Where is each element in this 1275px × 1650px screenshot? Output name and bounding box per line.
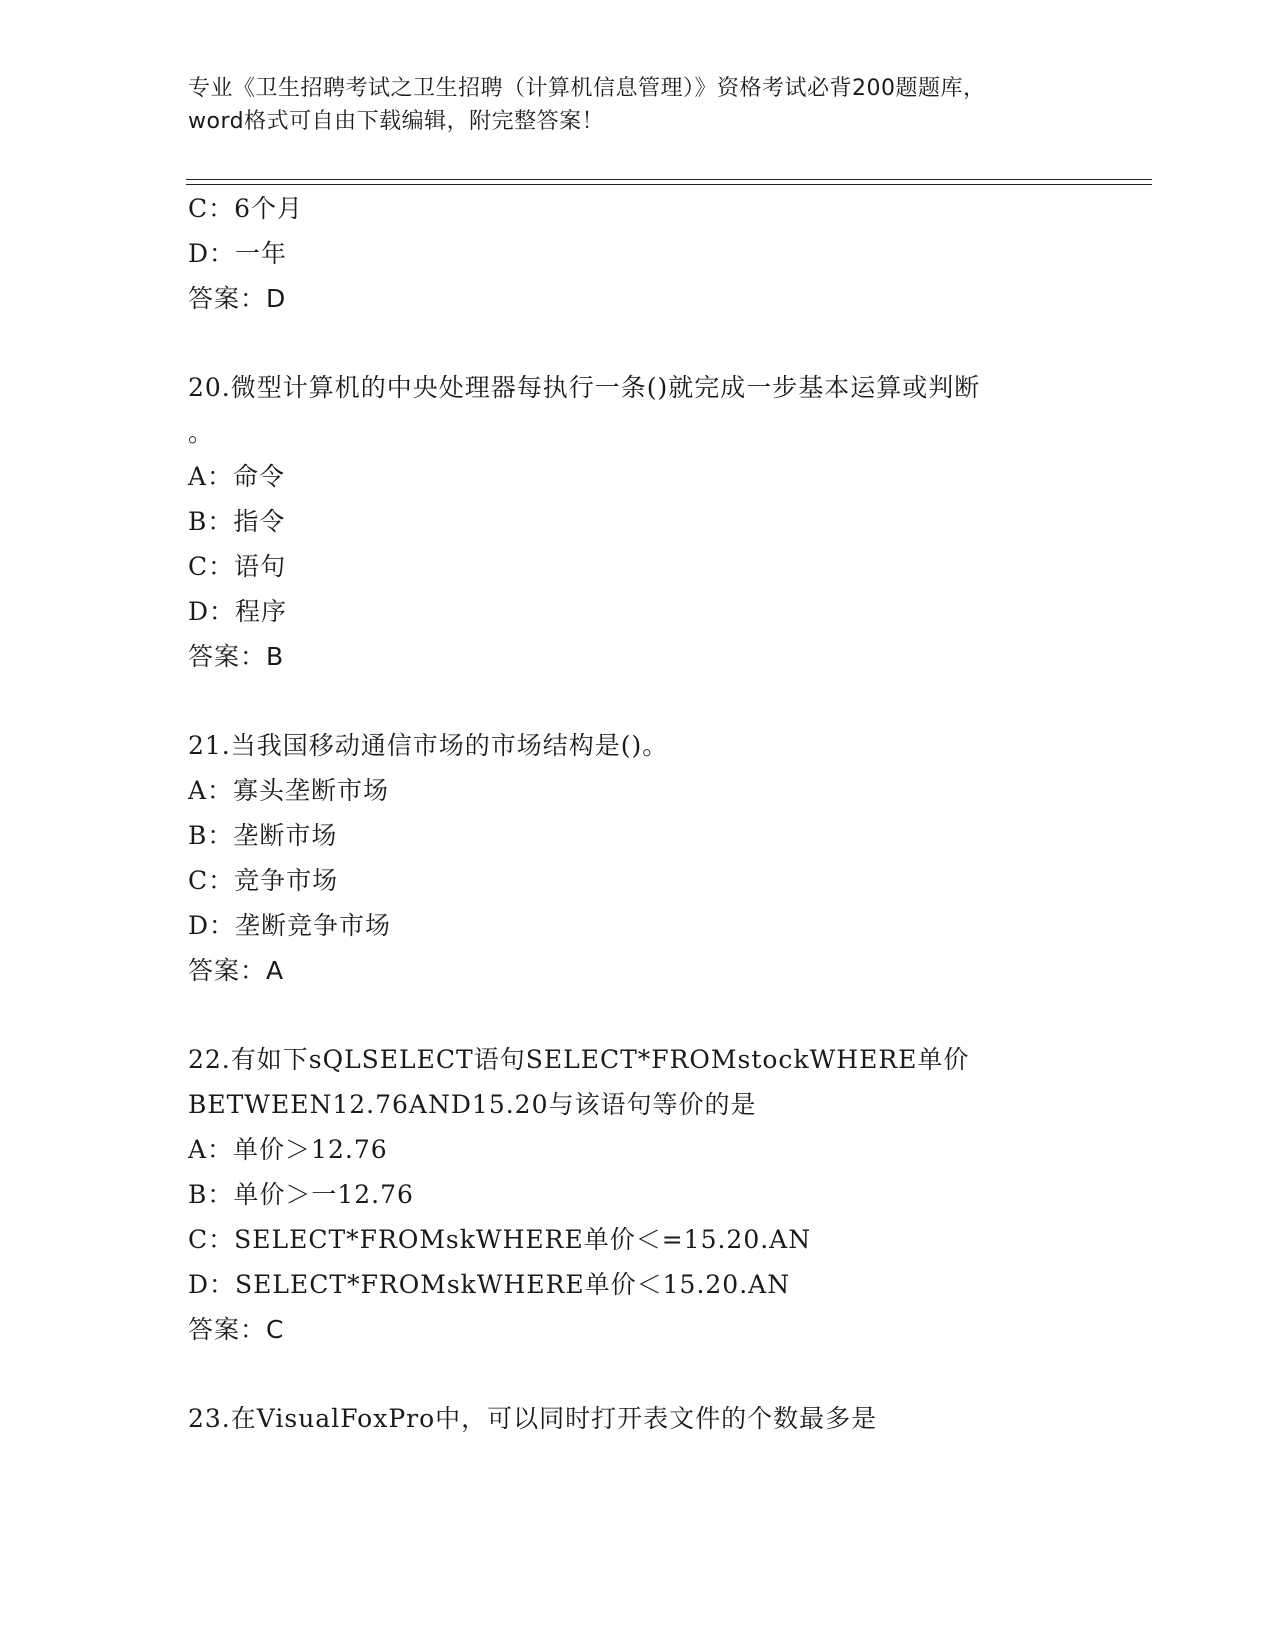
question-line: 20.微型计算机的中央处理器每执行一条()就完成一步基本运算或判断 [188, 373, 981, 402]
answer-line: 答案：B [188, 642, 285, 671]
option-line: D：一年 [188, 239, 288, 268]
option-line: C：竞争市场 [188, 866, 339, 895]
option-line: C：6个月 [188, 194, 304, 223]
option-line: D：垄断竞争市场 [188, 911, 392, 940]
header-line-1: 专业《卫生招聘考试之卫生招聘（计算机信息管理）》资格考试必背200题题库， [188, 76, 986, 101]
question-line: BETWEEN12.76AND15.20与该语句等价的是 [188, 1090, 757, 1119]
header-divider-bottom [186, 184, 1152, 185]
option-line: B：指令 [188, 507, 286, 536]
option-line: D：SELECT*FROMskWHERE单价＜15.20.AN [188, 1270, 791, 1299]
question-line: 22.有如下sQLSELECT语句SELECT*FROMstockWHERE单价 [188, 1045, 970, 1074]
question-line: 。 [188, 418, 215, 447]
option-line: A：命令 [188, 462, 286, 491]
option-line: A：单价＞12.76 [188, 1135, 388, 1164]
document-header [188, 72, 1088, 138]
option-line: D：程序 [188, 597, 288, 626]
question-line: 21.当我国移动通信市场的市场结构是()。 [188, 731, 669, 760]
question-line: 23.在VisualFoxPro中，可以同时打开表文件的个数最多是 [188, 1404, 878, 1433]
answer-line: 答案：C [188, 1315, 285, 1344]
option-line: C：SELECT*FROMskWHERE单价＜=15.20.AN [188, 1225, 812, 1254]
option-line: B：单价＞一12.76 [188, 1180, 414, 1209]
option-line: C：语句 [188, 552, 287, 581]
option-line: B：垄断市场 [188, 821, 338, 850]
header-divider-top [186, 179, 1152, 180]
answer-line: 答案：D [188, 284, 287, 313]
option-line: A：寡头垄断市场 [188, 776, 390, 805]
header-line-2: word格式可自由下载编辑，附完整答案！ [188, 109, 605, 134]
answer-line: 答案：A [188, 956, 285, 985]
